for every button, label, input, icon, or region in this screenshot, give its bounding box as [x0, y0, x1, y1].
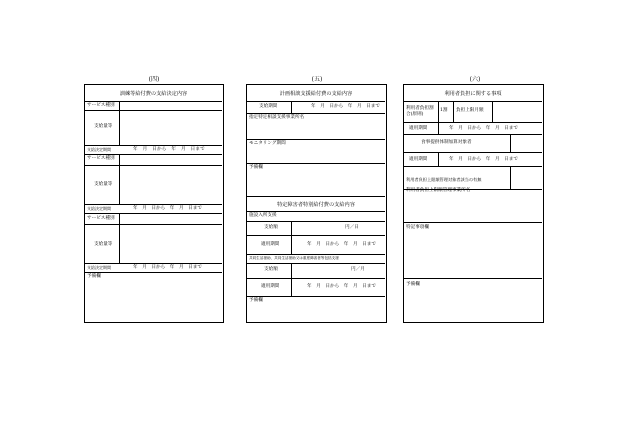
applicable-period-label: 適用期間: [409, 126, 428, 131]
panel-6: [403, 84, 544, 323]
period-value-1: 年 月 日から 年 月 日まで: [133, 147, 205, 152]
pay-period-value: 年 月 日から 年 月 日まで: [311, 104, 380, 109]
remarks-label: 予備欄: [87, 274, 101, 279]
note-label: 共同生活援助、共同生活援助又は重度障害者等包括支援: [249, 256, 339, 260]
amount-value-2: 円／月: [351, 267, 365, 272]
amount-value-1: 円／日: [345, 225, 359, 230]
service-type-label-3: サービス種別: [87, 216, 115, 221]
burden-ratio-label: 利用者負担割合(原則): [406, 106, 434, 117]
service-type-label-1: サービス種別: [87, 103, 115, 108]
panel-5-title-2: 特定障害者特別給付費の支給内容: [277, 202, 355, 208]
panel-6-number: (六): [469, 76, 481, 83]
limit-label: 負担上限月額: [456, 108, 484, 113]
meal-label: 食事提供体制加算対象者: [421, 140, 472, 145]
panel-4: [84, 84, 224, 323]
facility-label: 施設入所支援: [249, 213, 277, 218]
mgmt-flag-label: 利用者負担上限額管理対象者該当の有無: [406, 177, 482, 182]
remarks-1-label: 予備欄: [249, 165, 263, 170]
service-type-label-2: サービス種別: [87, 156, 115, 161]
period-value-3: 年 月 日から 年 月 日まで: [133, 265, 202, 270]
panel-5-title: 計画相談支援給付費の支給内容: [279, 91, 353, 97]
amount-label-1: 支給額: [264, 225, 278, 230]
panel-5: [246, 84, 387, 323]
ratio-value: 1割: [440, 108, 448, 113]
applicable-period-label-2: 適用期間: [261, 284, 280, 289]
monitoring-label: モニタリング期間: [249, 141, 286, 146]
applicable-period-value-1: 年 月 日から 年 月 日まで: [307, 242, 376, 247]
period-value: 年 月 日から 年 月 日まで: [449, 157, 518, 162]
panel-4-title: 訓練等給付費の支給決定内容: [119, 91, 188, 97]
panel-6-title: 利用者負担に関する事項: [444, 91, 502, 97]
period-label-2: 支給決定期間: [87, 206, 111, 211]
mgmt-office-label: 利用者負担上限額管理事業所名: [406, 188, 471, 193]
remarks-2-label: 予備欄: [249, 298, 263, 303]
applicable-period-value-2: 年 月 日から 年 月 日まで: [307, 284, 376, 289]
pay-period-label: 支給期間: [259, 104, 278, 109]
period-label: 適用期間: [409, 157, 428, 162]
amount-label-1: 支給量等: [94, 124, 113, 129]
provider-label: 指定特定相談支援事業所名: [249, 115, 305, 120]
period-label-3: 支給決定期間: [87, 265, 111, 270]
panel-4-number: (四): [148, 76, 160, 83]
period-label-1: 支給決定期間: [87, 147, 111, 152]
panel-5-number: (五): [311, 76, 323, 83]
period-value-2: 年 月 日から 年 月 日まで: [133, 206, 202, 211]
applicable-period-label-1: 適用期間: [261, 242, 280, 247]
amount-label-2: 支給量等: [94, 182, 113, 187]
applicable-period-value: 年 月 日から 年 月 日まで: [449, 126, 518, 131]
special-notes-label: 特記事項欄: [406, 225, 429, 230]
amount-label-2: 支給額: [264, 267, 278, 272]
amount-label-3: 支給量等: [94, 242, 113, 247]
remarks-label: 予備欄: [406, 282, 420, 287]
